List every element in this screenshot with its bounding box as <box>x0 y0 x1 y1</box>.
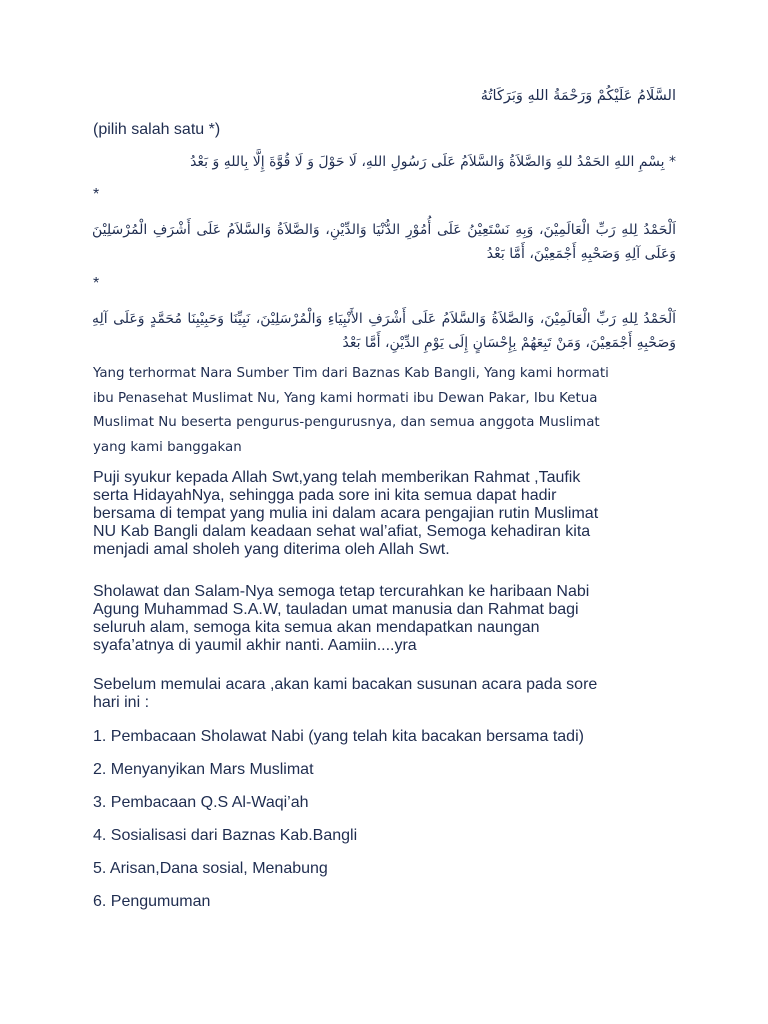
agenda-item: 2. Menyanyikan Mars Muslimat <box>93 761 314 778</box>
praise-line: NU Kab Bangli dalam keadaan sehat wal’afiat, Semoga kehadiran kita <box>93 523 591 540</box>
intro-line: hari ini : <box>93 694 150 711</box>
arabic-option-two: اَلْحَمْدُ لِلهِ رَبِّ الْعَالَمِيْنَ، وَبِهِ نَسْتَعِيْنُ عَلَى أُمُوْرِ الدُّنْيَا وَالدِّيْنِ، وَالصَّلاَةُ وَالسَّلاَمُ عَلَى أَشْرَفِ الْمُرْسَلِيْنَ وَعَلَى آلِهِ وَصَحْبِهِ أَجْمَعِيْنَ، أَمَّا بَعْدُ <box>92 222 676 262</box>
sholawat-paragraph <box>93 583 683 655</box>
address-line: Yang terhormat Nara Sumber Tim dari Baznas Kab Bangli, Yang kami hormati <box>93 366 609 381</box>
agenda-item: 3. Pembacaan Q.S Al-Waqi’ah <box>93 794 309 811</box>
agenda-item: 5. Arisan,Dana sosial, Menabung <box>93 860 328 877</box>
address-paragraph <box>93 362 683 460</box>
agenda-item: 1. Pembacaan Sholawat Nabi (yang telah kita bacakan bersama tadi) <box>93 728 584 745</box>
praise-line: serta HidayahNya, sehingga pada sore ini kita semua dapat hadir <box>93 487 557 504</box>
sholawat-line: Sholawat dan Salam-Nya semoga tetap tercurahkan ke haribaan Nabi <box>93 583 590 600</box>
intro-paragraph <box>93 676 683 712</box>
praise-paragraph <box>93 469 683 559</box>
sholawat-line: syafa’atnya di yaumil akhir nanti. Aamiin....yra <box>93 637 417 654</box>
agenda-item: 4. Sosialisasi dari Baznas Kab.Bangli <box>93 827 358 844</box>
sholawat-line: seluruh alam, semoga kita semua akan mendapatkan naungan <box>93 619 540 636</box>
arabic-option-three: اَلْحَمْدُ لِلهِ رَبِّ الْعَالَمِيْنَ، وَالصَّلاَةُ وَالسَّلاَمُ عَلَى أَشْرَفِ الأَنْبِيَاءِ وَالْمُرْسَلِيْنَ، نَبِيِّنَا وَحَبِيْبِنَا مُحَمَّدٍ وَعَلَى آلِهِ وَصَحْبِهِ أَجْمَعِيْنَ، وَمَنْ تَبِعَهُمْ بِإِحْسَانٍ إِلَى يَوْمِ الدِّيْنِ، أَمَّا بَعْدُ <box>92 311 676 351</box>
choose-note: (pilih salah satu *) <box>93 121 221 138</box>
arabic-option-one: * بِسْمِ اللهِ الحَمْدُ للهِ وَالصَّلاَةُ وَالسَّلاَمُ عَلَى رَسُولِ اللهِ، لَا حَوْلَ وَ لَا قُوَّةَ إِلَّا بِاللهِ وَ بَعْدُ <box>190 154 676 170</box>
sholawat-line: Agung Muhammad S.A.W, tauladan umat manusia dan Rahmat bagi <box>93 601 579 618</box>
address-line: Muslimat Nu beserta pengurus-pengurusnya, dan semua anggota Muslimat <box>93 415 600 430</box>
intro-line: Sebelum memulai acara ,akan kami bacakan susunan acara pada sore <box>93 676 598 693</box>
arabic-greeting: السَّلَامُ عَلَيْكُمْ وَرَحْمَةُ اللهِ وَبَرَكَاتُهُ <box>480 88 676 104</box>
agenda-item: 6. Pengumuman <box>93 893 211 910</box>
option-two-marker: * <box>93 186 100 203</box>
option-three-marker: * <box>93 275 100 292</box>
address-line: yang kami banggakan <box>93 439 242 455</box>
praise-line: Puji syukur kepada Allah Swt,yang telah memberikan Rahmat ,Taufik <box>93 469 581 486</box>
praise-line: bersama di tempat yang mulia ini dalam acara pengajian rutin Muslimat <box>93 505 599 522</box>
praise-line: menjadi amal sholeh yang diterima oleh Allah Swt. <box>93 541 450 558</box>
address-line: ibu Penasehat Muslimat Nu, Yang kami hormati ibu Dewan Pakar, Ibu Ketua <box>93 390 598 406</box>
